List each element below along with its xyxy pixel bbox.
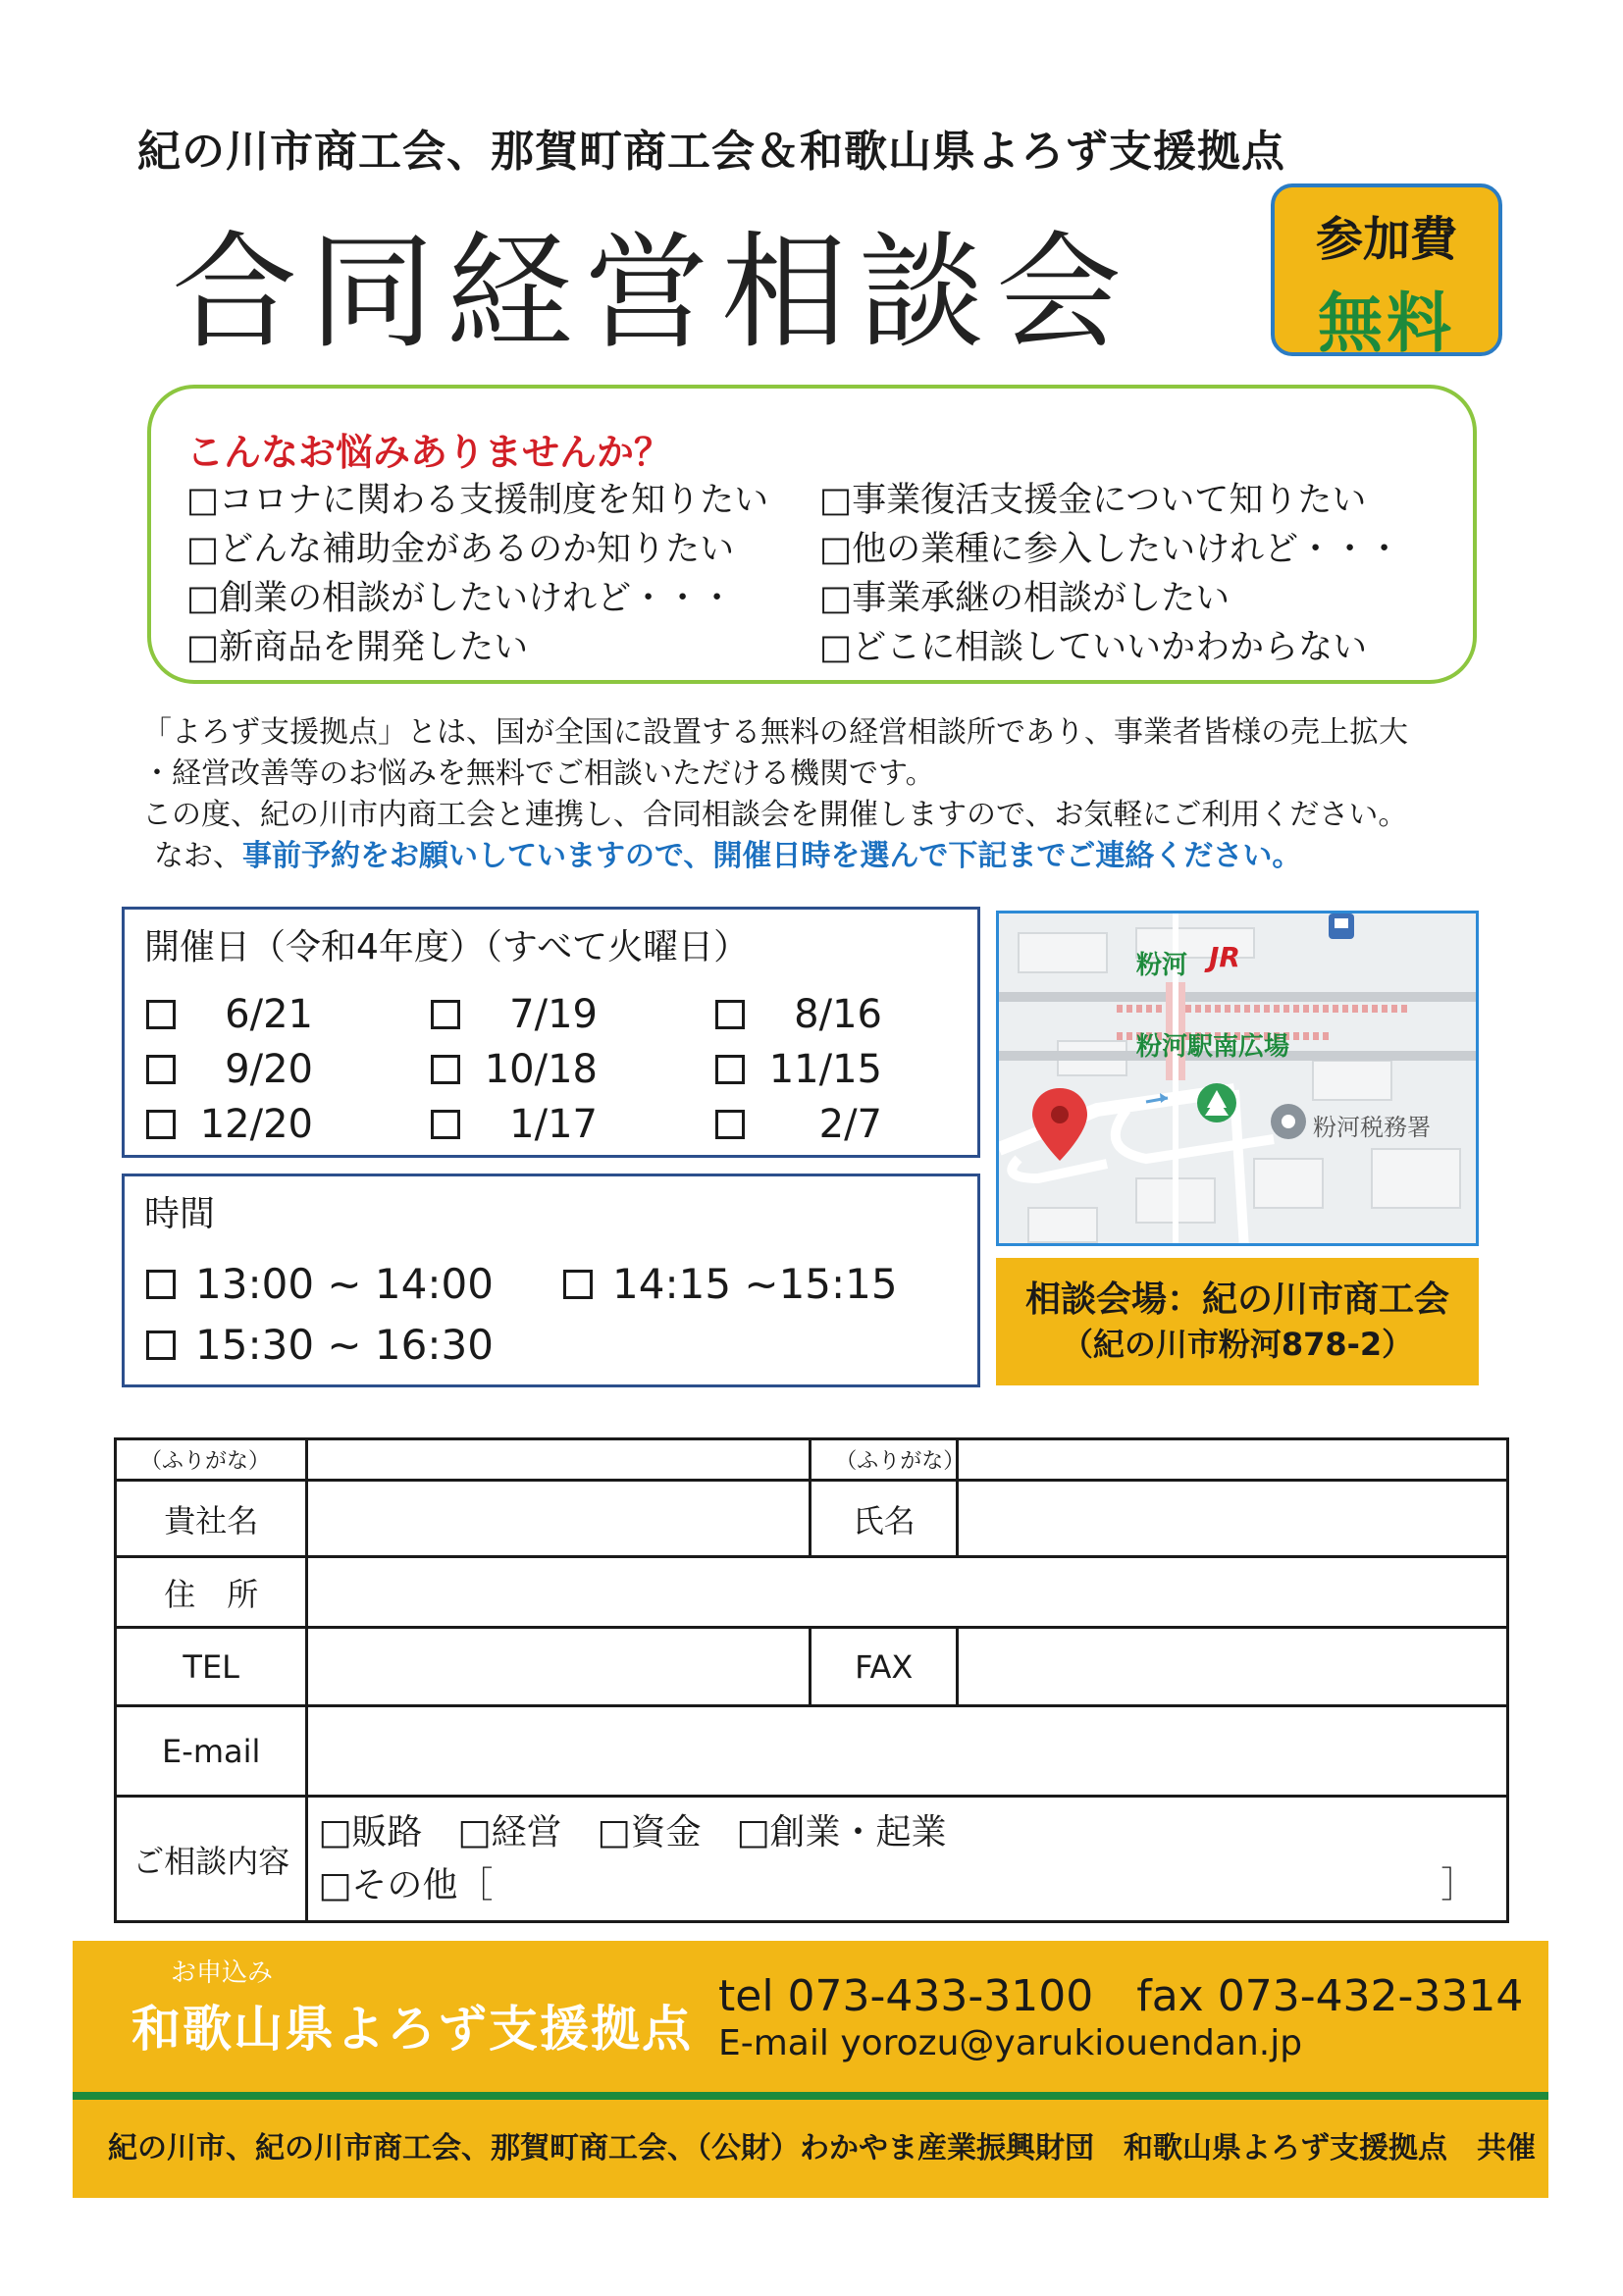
time-label: 13:00 ~ 14:00 xyxy=(195,1260,494,1308)
sponsor-band xyxy=(73,2100,1548,2198)
fee-badge xyxy=(1271,183,1502,361)
date-options xyxy=(146,990,961,1149)
worry-item: □コロナに関わる支援制度を知りたい xyxy=(186,481,769,520)
checkbox[interactable] xyxy=(563,1270,593,1299)
worry-item: □新商品を開発したい xyxy=(186,628,529,667)
company-furigana-label: （ふりがな） xyxy=(116,1439,307,1481)
address-field[interactable] xyxy=(307,1557,1508,1628)
worry-item: □どこに相談していいかわからない xyxy=(819,628,1368,667)
time-title: 時間 xyxy=(144,1194,216,1234)
date-label: 9/20 xyxy=(225,1047,313,1092)
worry-item: □事業復活支援金について知りたい xyxy=(819,481,1367,520)
description-line: ・経営改善等のお悩みを無料でご相談いただける機関です。 xyxy=(142,757,935,791)
consult-other-row[interactable] xyxy=(318,1859,1486,1912)
fee-value: 無料 xyxy=(1318,286,1455,361)
fax-field[interactable] xyxy=(958,1628,1508,1706)
description xyxy=(142,712,1496,877)
map-station-label: 粉河 xyxy=(1136,951,1188,980)
application-form xyxy=(114,1437,1509,1923)
company-label: 貴社名 xyxy=(116,1481,307,1557)
venue-address: （紀の川市粉河878-2） xyxy=(1061,1326,1414,1363)
checkbox[interactable] xyxy=(146,1331,176,1360)
worry-item: □他の業種に参入したいけれど・・・ xyxy=(819,530,1402,569)
map-tax-office-label: 粉河税務署 xyxy=(1313,1114,1431,1141)
date-option[interactable] xyxy=(715,990,961,1039)
consult-other-bracket: ］ xyxy=(1440,1864,1477,1905)
checkbox[interactable] xyxy=(431,1000,460,1029)
contact-phone-fax[interactable]: tel 073-433-3100 fax 073-432-3314 xyxy=(718,1971,1524,2021)
time-option[interactable] xyxy=(146,1320,563,1371)
checkbox[interactable] xyxy=(146,1110,176,1139)
fax-label: FAX xyxy=(811,1628,958,1706)
schedule-title: 開催日（令和4年度）（すべて火曜日） xyxy=(144,927,750,967)
reservation-notice: 事前予約をお願いしていますので、開催日時を選んで下記までご連絡ください。 xyxy=(242,839,1302,873)
description-line xyxy=(142,836,1496,877)
venue-map xyxy=(996,911,1479,1246)
worry-item: □事業承継の相談がしたい xyxy=(819,579,1230,618)
venue-box xyxy=(996,1258,1479,1385)
description-line: 「よろず支援拠点」とは、国が全国に設置する無料の経営相談所であり、事業者皆様の売上拡大 xyxy=(142,715,1408,750)
footer-divider xyxy=(73,2092,1548,2100)
organizers-line: 紀の川市商工会、那賀町商工会＆和歌山県よろず支援拠点 xyxy=(137,127,1285,177)
worries-box xyxy=(147,385,1477,684)
date-label: 8/16 xyxy=(794,992,882,1037)
contact-email[interactable]: E-mail yorozu@yarukiouendan.jp xyxy=(718,2023,1303,2063)
date-option[interactable] xyxy=(431,1045,715,1094)
company-furigana-field[interactable] xyxy=(307,1439,811,1481)
description-prefix: なお、 xyxy=(154,839,242,873)
date-option[interactable] xyxy=(146,1100,431,1149)
date-option[interactable] xyxy=(715,1045,961,1094)
date-option[interactable] xyxy=(431,990,715,1039)
date-label: 6/21 xyxy=(225,992,313,1037)
time-option[interactable] xyxy=(146,1259,563,1310)
email-field[interactable] xyxy=(307,1706,1508,1797)
checkbox[interactable] xyxy=(715,1000,745,1029)
name-label: 氏名 xyxy=(811,1481,958,1557)
apply-label: お申込み xyxy=(171,1958,274,1988)
venue-name: 相談会場：紀の川市商工会 xyxy=(1024,1279,1449,1320)
time-label: 15:30 ~ 16:30 xyxy=(195,1321,494,1369)
consult-label: ご相談内容 xyxy=(116,1797,307,1922)
date-option[interactable] xyxy=(715,1100,961,1149)
page-title: 合同経営相談会 xyxy=(172,220,1134,366)
date-option[interactable] xyxy=(146,990,431,1039)
checkbox[interactable] xyxy=(431,1055,460,1084)
apply-organization: 和歌山県よろず支援拠点 xyxy=(131,2001,693,2058)
time-label: 14:15 ~15:15 xyxy=(612,1260,898,1308)
date-label: 12/20 xyxy=(199,1102,313,1147)
map-plaza-label: 粉河駅南広場 xyxy=(1136,1032,1290,1062)
jr-logo: JR xyxy=(1209,941,1240,973)
checkbox[interactable] xyxy=(146,1270,176,1299)
tel-field[interactable] xyxy=(307,1628,811,1706)
time-option[interactable] xyxy=(563,1259,961,1310)
date-label: 7/19 xyxy=(509,992,598,1037)
worries-title: こんなお悩みありませんか？ xyxy=(186,431,672,474)
date-label: 11/15 xyxy=(768,1047,882,1092)
consult-other-label: □その他［ xyxy=(318,1864,494,1905)
checkbox[interactable] xyxy=(146,1055,176,1084)
consult-options-row[interactable]: □販路 □経営 □資金 □創業・起業 xyxy=(318,1811,947,1852)
tel-label: TEL xyxy=(116,1628,307,1706)
date-option[interactable] xyxy=(431,1100,715,1149)
name-furigana-label: （ふりがな） xyxy=(811,1439,958,1481)
checkbox[interactable] xyxy=(146,1000,176,1029)
worry-item: □どんな補助金があるのか知りたい xyxy=(186,530,735,569)
company-field[interactable] xyxy=(307,1481,811,1557)
address-label: 住 所 xyxy=(116,1557,307,1628)
time-options xyxy=(146,1259,961,1371)
date-option[interactable] xyxy=(146,1045,431,1094)
date-label: 2/7 xyxy=(818,1102,882,1147)
sponsors-text: 紀の川市、紀の川市商工会、那賀町商工会、（公財）わかやま産業振興財団 和歌山県よろず支援拠点 共催 xyxy=(108,2131,1536,2166)
contact-band xyxy=(73,1941,1548,2113)
time-box xyxy=(122,1174,980,1387)
consult-options[interactable] xyxy=(307,1797,1508,1922)
fee-label: 参加費 xyxy=(1315,212,1457,267)
date-label: 1/17 xyxy=(509,1102,598,1147)
checkbox[interactable] xyxy=(715,1055,745,1084)
date-label: 10/18 xyxy=(484,1047,598,1092)
description-line: この度、紀の川市内商工会と連携し、合同相談会を開催しますので、お気軽にご利用ください。 xyxy=(142,798,1408,832)
worry-item: □創業の相談がしたいけれど・・・ xyxy=(186,579,735,618)
email-label: E-mail xyxy=(116,1706,307,1797)
checkbox[interactable] xyxy=(431,1110,460,1139)
worries-list xyxy=(186,479,1452,669)
checkbox[interactable] xyxy=(715,1110,745,1139)
schedule-box xyxy=(122,907,980,1158)
name-furigana-field[interactable] xyxy=(958,1439,1508,1481)
name-field[interactable] xyxy=(958,1481,1508,1557)
